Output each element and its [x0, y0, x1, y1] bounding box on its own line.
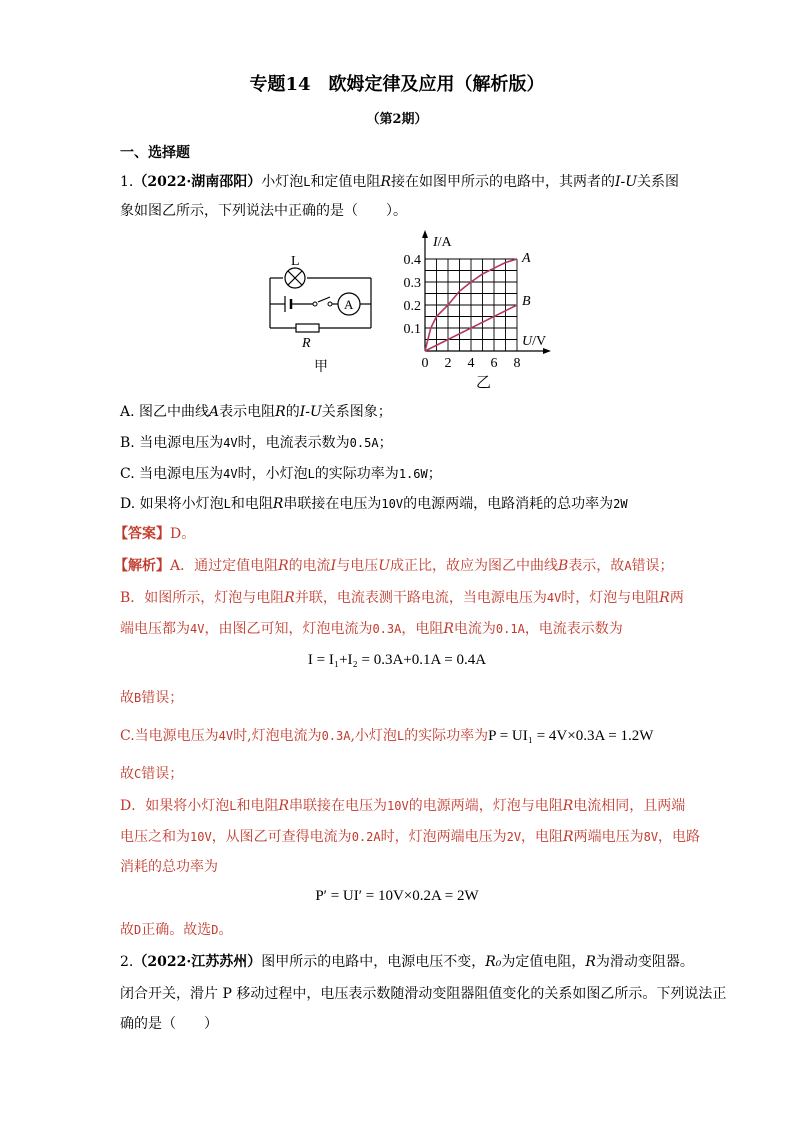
equation-current-sum: I = I₁+I₂ = 0.3A+0.1A = 0.4A — [307, 652, 487, 668]
option-c — [120, 464, 442, 484]
q2-source: （2022·江苏苏州） — [133, 954, 262, 970]
x-tick-label: 2 — [444, 356, 452, 371]
document-subtitle: （第2期） — [366, 112, 428, 127]
q1-stem-line1 — [120, 172, 679, 192]
x-tick-label: 4 — [467, 356, 475, 371]
option-text: 时，小灯泡 — [237, 466, 308, 482]
y-tick-label: 0.3 — [403, 276, 421, 291]
q2-stem-line1: 2.（2022·江苏苏州）图甲所示的电路中，电源电压不变，R₀为定值电阻，R为滑动变阻器。 — [120, 954, 694, 970]
q2-stem-line3: 确的是（ ） — [120, 1016, 218, 1032]
series-b-label: B — [522, 294, 531, 309]
iu-chart — [393, 225, 563, 393]
figure-yi-caption: 乙 — [476, 375, 492, 391]
ammeter-label: A — [344, 297, 354, 312]
option-text: 的电源两端，电路消耗的总功率为 — [403, 496, 614, 512]
option-text: 时，电流表示数为 — [237, 435, 350, 451]
option-text: 关系图象； — [321, 404, 392, 420]
option-a — [120, 402, 392, 422]
resistor-symbol — [296, 324, 319, 332]
option-var: R — [272, 496, 284, 512]
answer-label: 【答案】 — [114, 526, 170, 542]
q1-stem-text: 接在如图甲所示的电路中，其两者的 — [390, 174, 615, 190]
option-var: I-U — [299, 404, 322, 420]
option-d — [120, 494, 628, 514]
option-value: 1.6W — [398, 467, 428, 481]
analysis-a-line: 【解析】A．通过定值电阻R的电流I与电压U成正比，故应为图乙中曲线B表示，故A错误； — [114, 558, 674, 574]
q1-stem-text: 小灯泡 — [261, 174, 304, 190]
q1-stem-text: 关系图 — [637, 174, 680, 190]
option-var: R — [275, 404, 286, 420]
option-text: ； — [378, 435, 393, 451]
option-text: C. 当电源电压为 — [120, 466, 224, 482]
option-text: 的 — [285, 404, 300, 420]
equation-total-power: P′ = UI′ = 10V×0.2A = 2W — [315, 888, 479, 904]
document-title: 专题14 欧姆定律及应用（解析版） — [249, 74, 545, 95]
x-tick-label: 0 — [421, 356, 429, 371]
option-var: A — [209, 404, 220, 420]
option-text: 的实际功率为 — [314, 466, 399, 482]
section-heading: 一、选择题 — [120, 145, 190, 161]
ammeter-symbol — [338, 293, 360, 315]
switch-symbol — [313, 302, 332, 306]
q1-var-l: L — [303, 175, 311, 189]
q1-var-r: R — [380, 174, 391, 190]
y-axis-label: I/A — [433, 235, 452, 250]
y-axis-arrow — [422, 230, 428, 238]
q2-stem-line2: 闭合开关，滑片 P 移动过程中，电压表示数随滑动变阻器阻值变化的关系如图乙所示。下列说法正 — [120, 986, 727, 1002]
option-value: L — [307, 467, 315, 481]
battery-symbol — [285, 296, 291, 312]
analysis-c-conclusion: 故C错误； — [120, 766, 184, 782]
x-tick-label: 6 — [490, 356, 498, 371]
analysis-b-line2: 端电压都为4V，由图乙可知，灯泡电流为0.3A，电阻R电流为0.1A，电流表示数为 — [120, 621, 623, 637]
x-tick-label: 8 — [513, 356, 521, 371]
series-a-label: A — [522, 251, 531, 266]
option-text: A. 图乙中曲线 — [120, 404, 210, 420]
lamp-symbol — [285, 268, 305, 288]
y-tick-label: 0.2 — [403, 299, 421, 314]
analysis-b-line1: B．如图所示，灯泡与电阻R并联，电流表测干路电流，当电源电压为4V时，灯泡与电阻R两 — [120, 590, 684, 606]
answer-line — [114, 524, 195, 544]
option-value: 2W — [613, 497, 628, 511]
q2-number: 2. — [120, 954, 134, 970]
option-text: B. 当电源电压为 — [120, 435, 224, 451]
option-text: 和电阻 — [230, 496, 273, 512]
analysis-d-line1: D．如果将小灯泡L和电阻R串联接在电压为10V的电源两端，灯泡与电阻R电流相同，且两端 — [120, 798, 686, 814]
option-value: 4V — [223, 467, 238, 481]
x-axis-label: U/V — [522, 334, 547, 349]
analysis-d-conclusion: 故D正确。故选D。 — [120, 922, 233, 938]
q1-source: （2022·湖南邵阳） — [133, 174, 262, 190]
q1-stem-line2: 象如图乙所示，下列说法中正确的是（ ）。 — [120, 203, 407, 219]
analysis-d-line2: 电压之和为10V，从图乙可查得电流为0.2A时，灯泡两端电压为2V，电阻R两端电压为8V，电路 — [120, 829, 701, 845]
analysis-label: 【解析】 — [114, 558, 170, 574]
resistor-label: R — [302, 336, 311, 351]
q1-number: 1. — [120, 174, 134, 190]
chart-grid — [425, 259, 517, 351]
option-value: 10V — [381, 497, 404, 511]
option-text: ； — [427, 466, 442, 482]
option-b — [120, 433, 393, 453]
q1-stem-text: 和定值电阻 — [310, 174, 381, 190]
analysis-c-line: C.当电源电压为4V时,灯泡电流为0.3A,小灯泡L的实际功率为P = UI₁ = 4V×0.3A = 1.2W — [120, 728, 654, 744]
answer-value: D。 — [170, 526, 196, 542]
lamp-label: L — [291, 254, 300, 269]
option-value: L — [223, 497, 231, 511]
circuit-diagram — [255, 235, 385, 375]
option-text: 表示电阻 — [219, 404, 276, 420]
equation-lamp-power: P = UI₁ = 4V×0.3A = 1.2W — [488, 728, 654, 744]
q1-var-iu: I-U — [614, 174, 638, 190]
y-tick-label: 0.1 — [403, 322, 421, 337]
option-value: 4V — [223, 436, 238, 450]
analysis-d-line3: 消耗的总功率为 — [120, 859, 218, 875]
y-tick-label: 0.4 — [403, 253, 421, 268]
figure-jia-caption: 甲 — [314, 360, 328, 375]
option-value: 0.5A — [349, 436, 379, 450]
option-text: D. 如果将小灯泡 — [120, 496, 224, 512]
analysis-b-conclusion: 故B错误； — [120, 690, 184, 706]
option-text: 串联接在电压为 — [283, 496, 382, 512]
